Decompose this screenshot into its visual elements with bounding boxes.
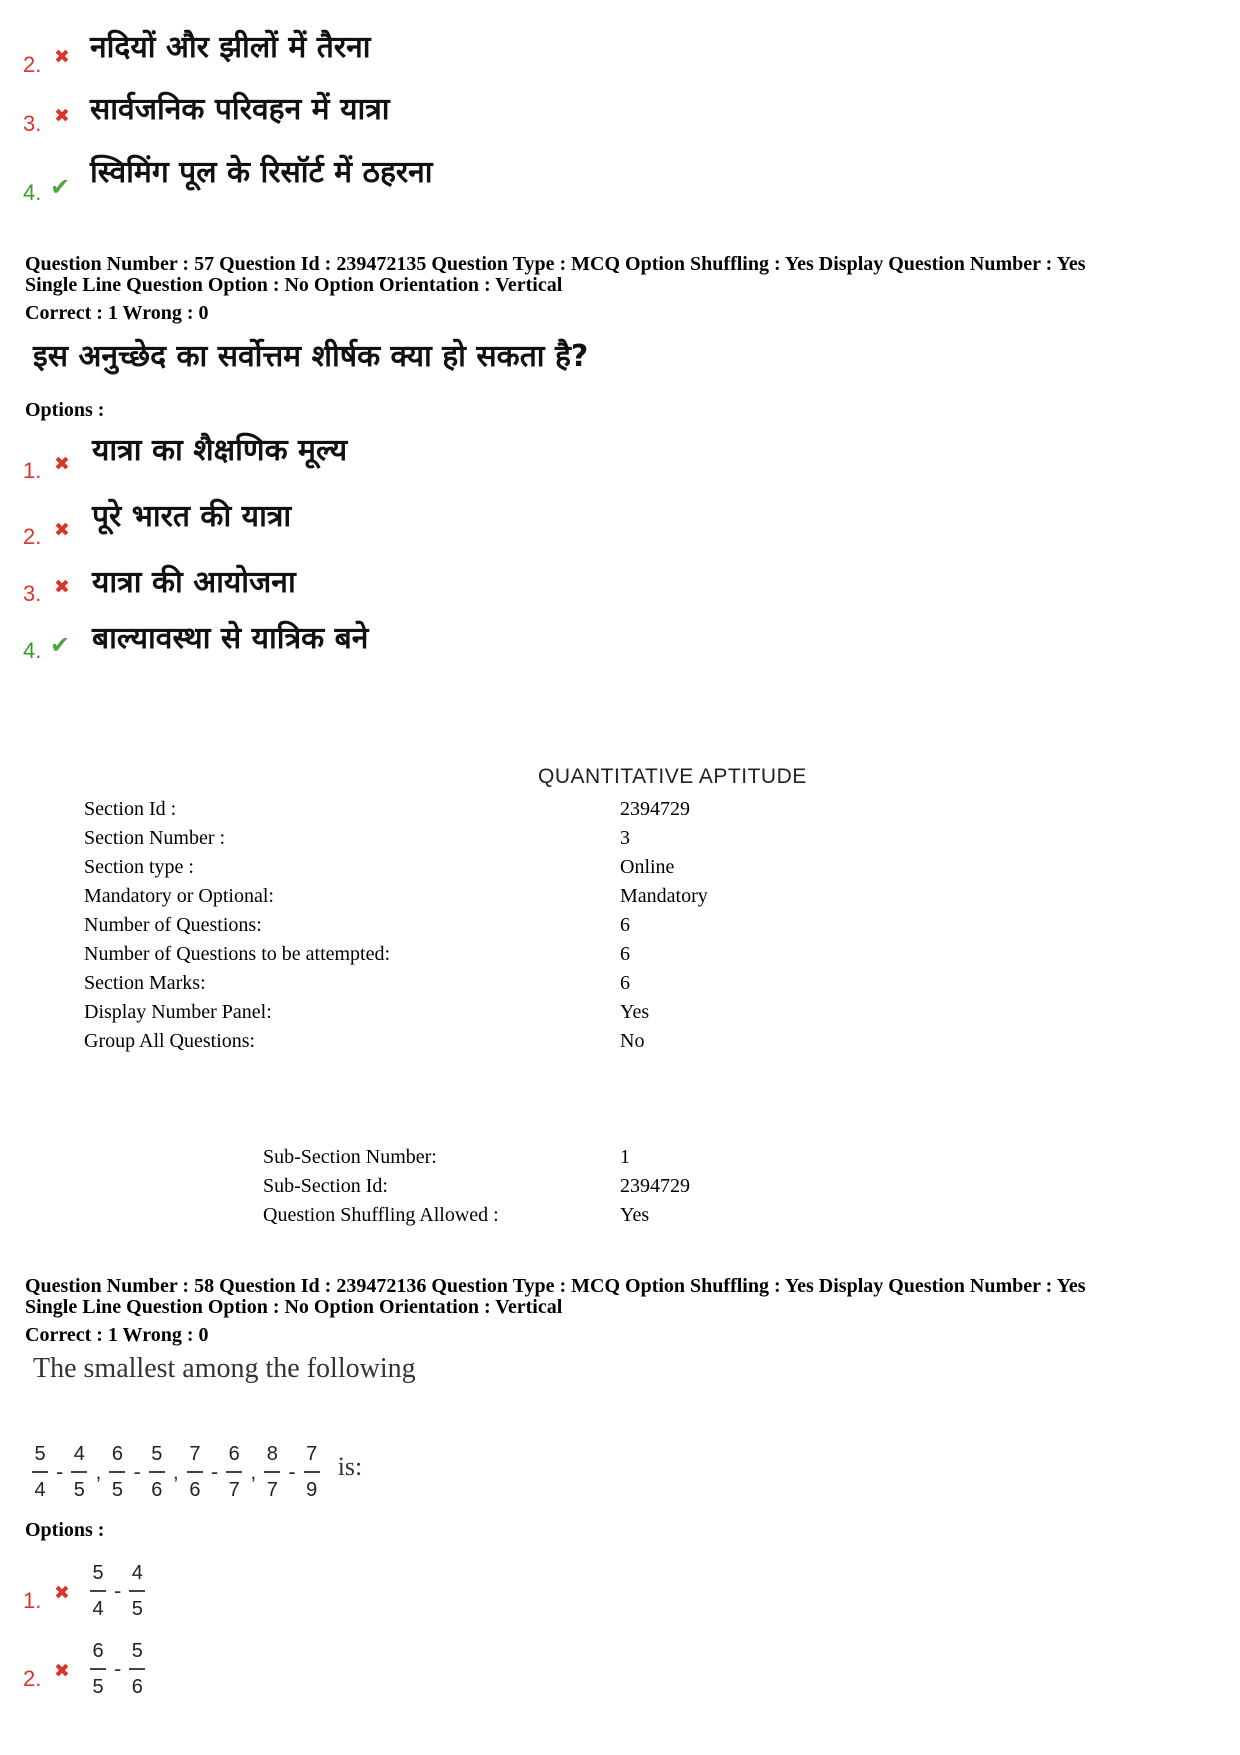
section-field-value: No: [620, 1030, 645, 1052]
fraction-numerator: 4: [131, 1562, 143, 1584]
cross-icon: ✖: [54, 1660, 70, 1682]
fraction-denominator: 4: [34, 1478, 46, 1501]
cross-icon: ✖: [54, 105, 70, 127]
fraction-bar: [149, 1471, 165, 1473]
section-field-value: 6: [620, 914, 630, 936]
cross-icon: ✖: [54, 1582, 70, 1604]
section-field-value: Yes: [620, 1001, 650, 1023]
option-number: 1.: [23, 1588, 42, 1613]
section-field-label: Section Marks:: [84, 972, 206, 994]
fraction-numerator: 6: [228, 1443, 240, 1465]
q57-score: Correct : 1 Wrong : 0: [25, 302, 209, 324]
fraction-denominator: 9: [306, 1478, 318, 1501]
question-suffix: is:: [337, 1452, 363, 1482]
fraction-bar: [109, 1471, 125, 1473]
minus-sign: -: [210, 1459, 219, 1485]
fraction-denominator: 5: [111, 1478, 124, 1501]
section-field-value: 6: [620, 972, 630, 994]
section-title: QUANTITATIVE APTITUDE: [538, 765, 807, 788]
option-number: 4.: [23, 638, 42, 663]
fraction-bar: [129, 1590, 145, 1592]
option-text: पूरे भारत की यात्रा: [92, 499, 292, 534]
fraction-bar: [187, 1471, 203, 1473]
fraction-denominator: 6: [189, 1478, 201, 1501]
section-field-label: Display Number Panel:: [84, 1001, 272, 1023]
section-field-value: 3: [620, 827, 630, 849]
fraction: [226, 1443, 242, 1502]
q57-question-text: इस अनुच्छेद का सर्वोत्तम शीर्षक क्या हो सकता है?: [33, 339, 589, 374]
fraction-numerator: 7: [189, 1443, 201, 1465]
fraction-denominator: 6: [151, 1478, 163, 1501]
fraction-numerator: 6: [111, 1443, 124, 1465]
fraction: [71, 1443, 87, 1502]
fraction: [187, 1443, 203, 1502]
fraction: [264, 1443, 280, 1502]
fraction: [90, 1640, 106, 1699]
subsection-field-label: Question Shuffling Allowed :: [263, 1204, 499, 1226]
check-icon: ✔: [50, 631, 71, 659]
minus-sign: -: [56, 1459, 64, 1485]
cross-icon: ✖: [54, 46, 70, 68]
fraction-numerator: 5: [131, 1640, 143, 1662]
option-text: यात्रा की आयोजना: [92, 565, 296, 600]
option-text: यात्रा का शैक्षणिक मूल्य: [92, 433, 348, 468]
section-field-label: Mandatory or Optional:: [84, 885, 274, 907]
section-field-label: Number of Questions to be attempted:: [84, 943, 391, 965]
comma-separator: ,: [172, 1459, 179, 1485]
fraction-bar: [304, 1471, 320, 1473]
fraction-denominator: 7: [228, 1478, 240, 1501]
fraction-bar: [71, 1471, 87, 1473]
fraction-denominator: 4: [92, 1597, 104, 1620]
q58-question-text: The smallest among the following: [33, 1353, 416, 1384]
fraction: [129, 1640, 145, 1699]
subsection-field-value: 2394729: [620, 1175, 690, 1197]
option-text: नदियों और झीलों में तैरना: [90, 30, 371, 65]
fraction: [304, 1443, 320, 1502]
option-number: 1.: [23, 458, 42, 483]
fraction-numerator: 5: [34, 1443, 46, 1465]
section-field-label: Section Number :: [84, 827, 226, 849]
option-number: 2.: [23, 1666, 42, 1691]
option-number: 3.: [23, 581, 42, 606]
option-number: 2.: [23, 52, 42, 77]
fraction-bar: [90, 1590, 106, 1592]
fraction: [149, 1443, 165, 1502]
fraction-numerator: 5: [92, 1562, 104, 1584]
comma-separator: ,: [95, 1459, 102, 1485]
q58-meta-line-1: Question Number : 58 Question Id : 239472136 Question Type : MCQ Option Shuffling : Yes Display Question Number : Yes: [25, 1275, 1086, 1297]
section-field-label: Section Id :: [84, 798, 177, 820]
fraction: [90, 1562, 106, 1621]
section-field-label: Section type :: [84, 856, 194, 878]
option-number: 2.: [23, 524, 42, 549]
q58-score: Correct : 1 Wrong : 0: [25, 1324, 209, 1346]
fraction: [109, 1443, 125, 1502]
fraction-numerator: 8: [266, 1443, 278, 1465]
fraction-numerator: 5: [151, 1443, 163, 1465]
section-field-value: 2394729: [620, 798, 690, 820]
fraction-bar: [90, 1668, 106, 1670]
section-field-value: Online: [620, 856, 675, 878]
option-expression: [86, 1562, 149, 1621]
fraction-bar: [226, 1471, 242, 1473]
q58-meta-line-2: Single Line Question Option : No Option Orientation : Vertical: [25, 1296, 563, 1318]
fraction-denominator: 6: [131, 1675, 143, 1698]
comma-separator: ,: [250, 1459, 257, 1485]
fraction-bar: [264, 1471, 280, 1473]
subsection-field-value: Yes: [620, 1204, 650, 1226]
q57-options-label: Options :: [25, 399, 105, 421]
minus-sign: -: [114, 1656, 122, 1682]
fraction: [129, 1562, 145, 1621]
cross-icon: ✖: [54, 453, 70, 475]
fraction-numerator: 7: [306, 1443, 318, 1465]
minus-sign: -: [114, 1578, 122, 1604]
q58-fraction-list: [28, 1443, 362, 1502]
section-field-label: Number of Questions:: [84, 914, 262, 936]
subsection-field-label: Sub-Section Id:: [263, 1175, 388, 1197]
option-text: सार्वजनिक परिवहन में यात्रा: [90, 92, 390, 127]
option-number: 3.: [23, 111, 42, 136]
cross-icon: ✖: [54, 576, 70, 598]
fraction-denominator: 5: [73, 1478, 85, 1501]
minus-sign: -: [288, 1459, 296, 1485]
check-icon: ✔: [50, 173, 71, 201]
option-number: 4.: [23, 180, 42, 205]
cross-icon: ✖: [54, 519, 70, 541]
minus-sign: -: [133, 1459, 141, 1485]
section-field-label: Group All Questions:: [84, 1030, 256, 1052]
q57-meta-line-2: Single Line Question Option : No Option Orientation : Vertical: [25, 274, 563, 296]
fraction-denominator: 7: [266, 1478, 278, 1501]
fraction-bar: [32, 1471, 48, 1473]
fraction: [32, 1443, 48, 1502]
fraction-denominator: 5: [131, 1597, 143, 1620]
fraction-bar: [129, 1668, 145, 1670]
q57-meta-line-1: Question Number : 57 Question Id : 239472135 Question Type : MCQ Option Shuffling : Yes Display Question Number : Yes: [25, 253, 1086, 275]
option-text: स्विमिंग पूल के रिसॉर्ट में ठहरना: [90, 155, 433, 190]
section-field-value: 6: [620, 943, 630, 965]
q58-options-label: Options :: [25, 1519, 105, 1541]
subsection-field-label: Sub-Section Number:: [263, 1146, 437, 1168]
option-expression: [86, 1640, 149, 1699]
option-text: बाल्यावस्था से यात्रिक बने: [92, 621, 369, 656]
fraction-numerator: 4: [73, 1443, 85, 1465]
subsection-field-value: 1: [620, 1146, 630, 1168]
section-field-value: Mandatory: [620, 885, 708, 907]
fraction-numerator: 6: [92, 1640, 104, 1662]
fraction-denominator: 5: [92, 1675, 104, 1698]
